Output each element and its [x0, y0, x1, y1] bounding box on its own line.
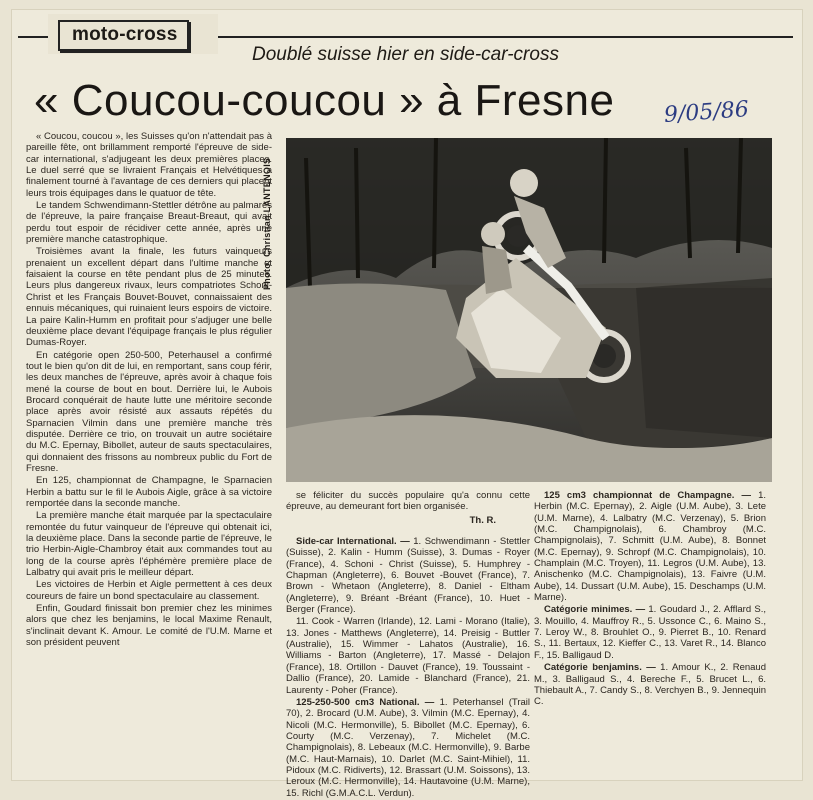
section-label: moto-cross: [58, 20, 189, 51]
results-title: Side-car International. —: [296, 536, 410, 548]
section-tag: [48, 14, 218, 54]
paragraph: La première manche était marquée par la spectaculaire remontée du futur vainqueur de l'épreuve qui obtenait ici, la deuxième place. Dans la seconde partie de l'épreuve, le trio Herbin-Aigle-Chambroy était aux commandes tout au long de la course après l'éphémère première place de Lalbatry qui avait pris le meilleur départ.: [26, 510, 272, 579]
results-title: 125 cm3 championnat de Champagne. —: [544, 490, 751, 501]
paragraph: « Coucou, coucou », les Suisses qu'on n'attendait pas à pareille fête, ont brillamment remporté l'épreuve de side-car international, s'adjugeant les deux premières places. Le duel serré que se livraient Français et Helvétiques a finalement tourné à l'avantage de ces derniers qui placent leurs trois équipages dans le quatuor de tête.: [26, 131, 272, 199]
results-minimes: [534, 604, 766, 661]
paragraph: En 125, championnat de Champagne, le Sparnacien Herbin a battu sur le fil le Aubois Aigle, grâce à sa victoire remportée dans la seconde manche.: [26, 475, 272, 509]
results-champagne: [534, 490, 766, 603]
results-text: 1. Schwendimann - Stettler (Suisse), 2. Kalin - Humm (Suisse), 3. Dumas - Royer (France), 4. Schoni - Christ (Suisse), 5. Humphrey - Chapman (Angleterre), 6. Bouvet -Bouvet (France), 7. Brown - Whetaon (Angleterre), 8. Daniel - Eltham (Angleterre), 9. Bréant -Bréant (France), 10. Huet - Berger (France).: [286, 536, 531, 616]
results-text: 1. Peterhansel (Trail 70), 2. Brocard (U.M. Aube), 3. Vilmin (M.C. Epernay), 4. Nicoli (M.C. Hermonville), 5. Bibollet (M.C. Epernay), 6. Courty (M.C. Verzenay), 7. Michelet (M.C. Champignolais), 8. Lebeaux (M.C. Hermonville), 9. Barbe (M.C. Haut-Marnais), 10. Darlet (M.C. Saint-Mihiel), 11. Pidoux (M.C. Ridiverts), 12. Brassart (U.M. Soissons), 13. Leroux (M.C. Hermonville), 14. Hautavoine (U.M. Marne), 15. Richl (G.M.A.C.L. Verdun).: [286, 696, 530, 799]
subheadline: Doublé suisse hier en side-car-cross: [252, 44, 559, 65]
article-column-3: [534, 490, 766, 709]
handwritten-date: 9/05/86: [663, 97, 750, 128]
results-title: Catégorie minimes. —: [544, 604, 646, 616]
author-signature: Th. R.: [469, 514, 496, 526]
results-title: 125-250-500 cm3 National. —: [296, 696, 435, 708]
results-text: 1. Amour K., 2. Renaud M., 3. Balligaud S., 4. Bereche F., 5. Brucet L., 6. Thiebault A., 7. Candy S., 8. Verchyen B., 9. Jennequin C.: [534, 662, 766, 708]
sidecar-jump-image: [286, 138, 772, 482]
paragraph: Enfin, Goudard finissait bon premier chez les minimes alors que chez les benjamins, le local Maxime Renault, s'inclinait devant K. Amour. Le comité de l'U.M. Marne et son président peuvent: [26, 603, 272, 649]
results-text: 1. Goudard J., 2. Afflard S., 3. Mouillo, 4. Mauffroy R., 5. Ussonce C., 6. Maino S., 7. Leroy W., 8. Brouhlet O., 9. Pierret B., 10. Renard S., 11. Bertaux, 12. Kieffer C., 13. Varet R., 14. Blanco F., 15. Balligaud D.: [534, 604, 767, 661]
headline: « Coucou-coucou » à Fresne: [34, 76, 615, 125]
results-title: Catégorie benjamins. —: [544, 662, 656, 674]
results-national: [286, 697, 530, 799]
article-column-1: [26, 131, 272, 649]
paragraph: Les victoires de Herbin et Aigle permettent à ces deux coureurs de faire un bond spectaculaire au classement.: [26, 579, 272, 602]
paragraph: Le tandem Schwendimann-Stettler détrône au palmarès de l'épreuve, la paire française Breaut-Breaut, qui avait perdu tout espoir de récidiver cette année, après une première manche catastrophique.: [26, 200, 272, 246]
results-benjamins: [534, 662, 766, 707]
results-text: 1. Herbin (M.C. Epernay), 2. Aigle (U.M. Aube), 3. Lete (U.M. Marne), 4. Lalbatry (M.C. Verzenay), 5. Brion (M.C. Champignolais), 6. Chambroy (M.C. Champignolais), 7. Schmitt (U.M. Aube), 8. Bonnet (M.C. Epernay), 9. Schropf (M.C. Champignolais), 10. Champlain (M.C. Troyen), 11. Legros (U.M. Aube), 13. Anischenko (M.C. Champignolais), 13. Faivre (U.M. Aube), 14. Dussart (U.M. Aube), 15. Deschamps (U.M. Marne).: [534, 490, 767, 604]
sidecar-photo: [286, 138, 772, 482]
paragraph: se féliciter du succès populaire qu'a connu cette épreuve, au demeurant fort bien organisée.: [286, 490, 530, 513]
paragraph: En catégorie open 250-500, Peterhausel a confirmé tout le bien qu'on dit de lui, en remportant, sans coup férir, les deux manches de l'épreuve, après avoir à chaque fois mené la course de bout en bout. Derrière lui, le Aubois Brocard conquérait de haute lutte une méritoire seconde place après avoir résisté aux assauts répétés du Sparnacien Vilmin dans une première manche très disputée. Derrière ce trio, on trouvait un autre sociétaire du M.C. Epernay, Bibollet, auteur de sauts spectaculaires, qui donnaient des frissons au nombreux public du Fort de Fresne.: [26, 349, 272, 474]
photo-credit: Photo: Christian LANTENOIS: [262, 157, 272, 290]
article-column-2: [286, 490, 530, 800]
results-sidecar-continued: 11. Cook - Warren (Irlande), 12. Lami - Morano (Italie), 13. Jones - Matthews (Angleterre), 14. Preisig - Buttler (Australie), 15. Wimmer - Lahatos (Australie), 16. Williams - Barton (Angleterre), 17. Massé - Delajon (France), 18. Ortillon - Dauvet (France), 19. Toussaint - Dallio (France), 20. Lamide - Blanchard (France), 21. Laurenty - Poher (France).: [286, 616, 530, 696]
paragraph: Troisièmes avant la finale, les futurs vainqueurs prenaient un excellent départ dans l'ultime manche et faisaient la course en tête pendant plus de 25 minutes. Leurs plus dangereux rivaux, leurs compatriotes Schoni-Christ et les Français Bouvet-Bouvet, connaissaient des ennuis mécaniques, qui ruinaient leurs espoirs de victoire. La paire Kalin-Humm en profitait pour s'adjuger une belle deuxième place devant l'équipage français le plus régulier Dumas-Royer.: [26, 246, 272, 349]
results-sidecar: [286, 536, 530, 615]
